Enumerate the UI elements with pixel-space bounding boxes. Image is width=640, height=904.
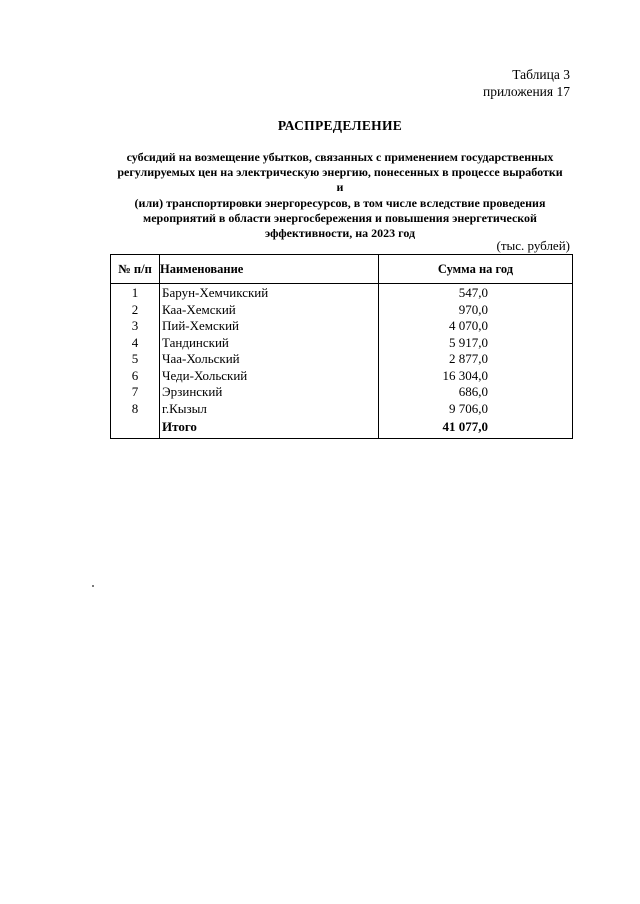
row-name: Тандинский bbox=[160, 335, 379, 352]
subtitle-line: (или) транспортировки энергоресурсов, в том числе вследствие проведения bbox=[134, 195, 546, 210]
total-label: Итого bbox=[160, 417, 379, 439]
total-sum: 41 077,0 bbox=[379, 417, 573, 439]
row-name: Каа-Хемский bbox=[160, 302, 379, 319]
document-subtitle bbox=[116, 150, 564, 241]
table-header-row bbox=[111, 255, 573, 284]
table-row bbox=[111, 302, 573, 319]
table-row bbox=[111, 368, 573, 385]
subtitle-line: эффективности, на 2023 год bbox=[264, 226, 416, 241]
row-name: Барун-Хемчикский bbox=[160, 284, 379, 302]
table-total-row bbox=[111, 417, 573, 439]
row-number: 8 bbox=[111, 401, 160, 418]
table-reference bbox=[483, 66, 570, 100]
column-header-sum: Сумма на год bbox=[379, 255, 573, 284]
document-title: РАСПРЕДЕЛЕНИЕ bbox=[277, 118, 403, 133]
row-name: Чаа-Хольский bbox=[160, 351, 379, 368]
row-sum: 4 070,0 bbox=[379, 318, 573, 335]
row-sum: 970,0 bbox=[379, 302, 573, 319]
table-row bbox=[111, 384, 573, 401]
row-number: 4 bbox=[111, 335, 160, 352]
row-sum: 5 917,0 bbox=[379, 335, 573, 352]
row-number: 5 bbox=[111, 351, 160, 368]
row-name: Эрзинский bbox=[160, 384, 379, 401]
row-number: 1 bbox=[111, 284, 160, 302]
table-row bbox=[111, 351, 573, 368]
row-name: Чеди-Хольский bbox=[160, 368, 379, 385]
row-sum: 547,0 bbox=[379, 284, 573, 302]
appendix-number: приложения 17 bbox=[482, 84, 570, 99]
row-number: 2 bbox=[111, 302, 160, 319]
row-number: 6 bbox=[111, 368, 160, 385]
table-row bbox=[111, 401, 573, 418]
total-number-cell bbox=[111, 417, 160, 439]
distribution-table bbox=[110, 254, 573, 439]
table-number: Таблица 3 bbox=[512, 67, 570, 82]
table-row bbox=[111, 284, 573, 302]
subtitle-line: регулируемых цен на электрическую энергию, понесенных в процессе выработки и bbox=[117, 165, 563, 195]
row-number: 7 bbox=[111, 384, 160, 401]
column-header-name: Наименование bbox=[160, 255, 379, 284]
table-row bbox=[111, 335, 573, 352]
row-name: Пий-Хемский bbox=[160, 318, 379, 335]
column-header-number: № п/п bbox=[111, 255, 160, 284]
row-sum: 2 877,0 bbox=[379, 351, 573, 368]
row-name: г.Кызыл bbox=[160, 401, 379, 418]
subtitle-line: мероприятий в области энергосбережения и повышения энергетической bbox=[143, 210, 537, 225]
table-row bbox=[111, 318, 573, 335]
row-number: 3 bbox=[111, 318, 160, 335]
scan-speck bbox=[92, 585, 94, 587]
row-sum: 16 304,0 bbox=[379, 368, 573, 385]
units-note: (тыс. рублей) bbox=[496, 238, 570, 253]
subtitle-line: субсидий на возмещение убытков, связанных с применением государственных bbox=[126, 150, 554, 164]
row-sum: 9 706,0 bbox=[379, 401, 573, 418]
row-sum: 686,0 bbox=[379, 384, 573, 401]
